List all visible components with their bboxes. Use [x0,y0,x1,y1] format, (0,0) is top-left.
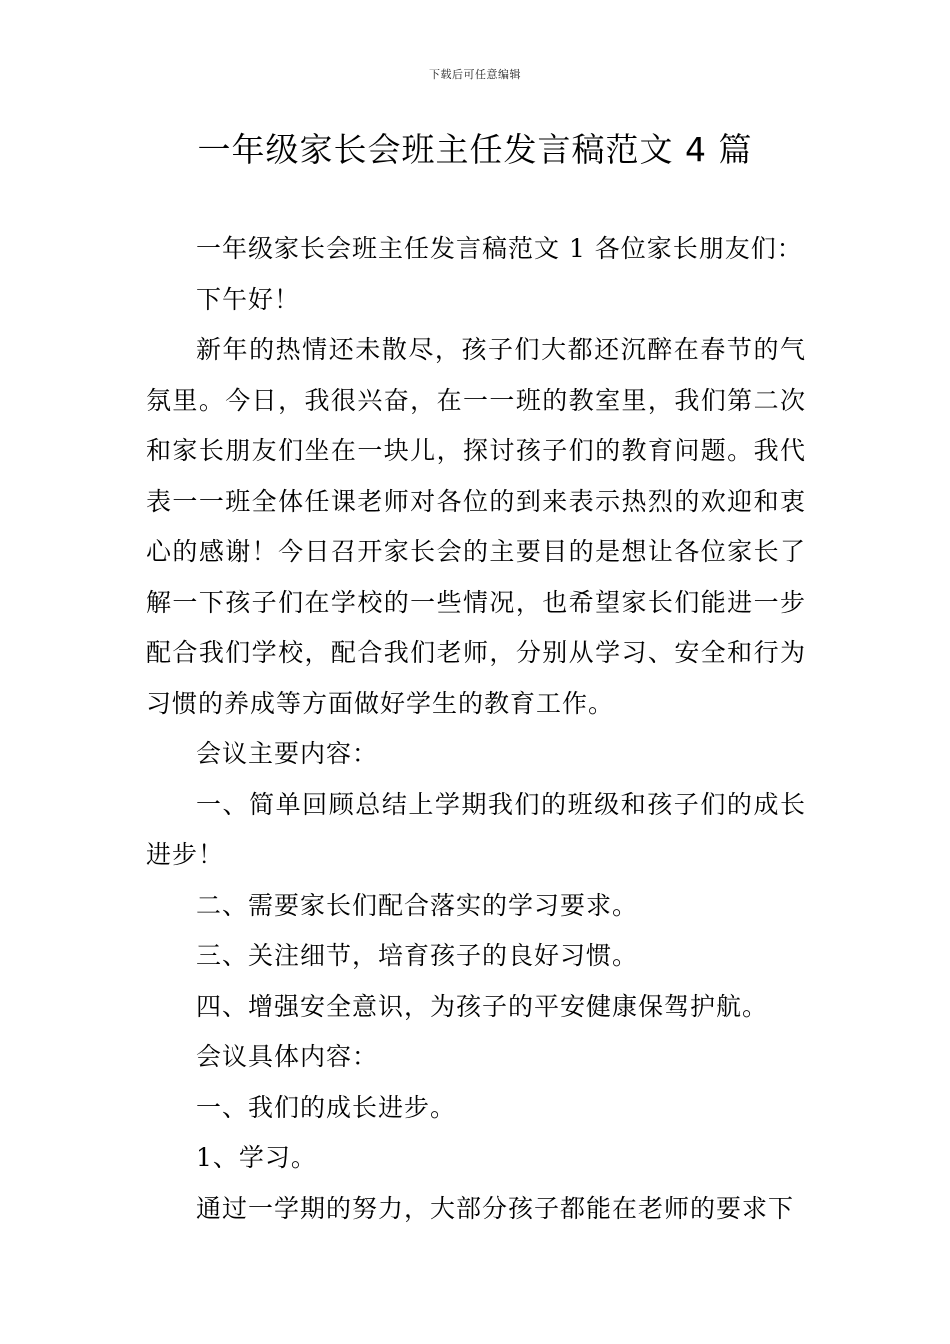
paragraph: 三、关注细节，培育孩子的良好习惯。 [196,941,639,970]
document-body [146,224,806,1234]
paragraph: 会议主要内容： [196,739,379,768]
header-note: 下载后可任意编辑 [429,68,521,81]
paragraph: 新年的热情还未散尽，孩子们大都还沉醉在春节的气氛里。今日，我很兴奋，在一一班的教室里，我们第二次和家长朋友们坐在一块儿，探讨孩子们的教育问题。我代表一一班全体任课老师对各位的到来表示热烈的欢迎和衷心的感谢！今日召开家长会的主要目的是想让各位家长了解一下孩子们在学校的一些情况，也希望家长们能进一步配合我们学校，配合我们老师，分别从学习、安全和行为习惯的养成等方面做好学生的教育工作。 [146,335,806,718]
document-title: 一年级家长会班主任发言稿范文 4 篇 [197,130,753,169]
paragraph: 1、学习。 [196,1143,317,1172]
paragraph: 四、增强安全意识，为孩子的平安健康保驾护航。 [196,991,769,1021]
paragraph: 一年级家长会班主任发言稿范文 1 各位家长朋友们： [196,234,803,263]
paragraph: 一、我们的成长进步。 [196,1092,457,1122]
paragraph: 一、简单回顾总结上学期我们的班级和孩子们的成长进步！ [146,789,806,869]
paragraph: 二、需要家长们配合落实的学习要求。 [196,890,639,920]
paragraph: 通过一学期的努力，大部分孩子都能在老师的要求下 [196,1193,795,1223]
paragraph: 会议具体内容： [196,1042,379,1071]
paragraph: 下午好！ [196,284,301,314]
